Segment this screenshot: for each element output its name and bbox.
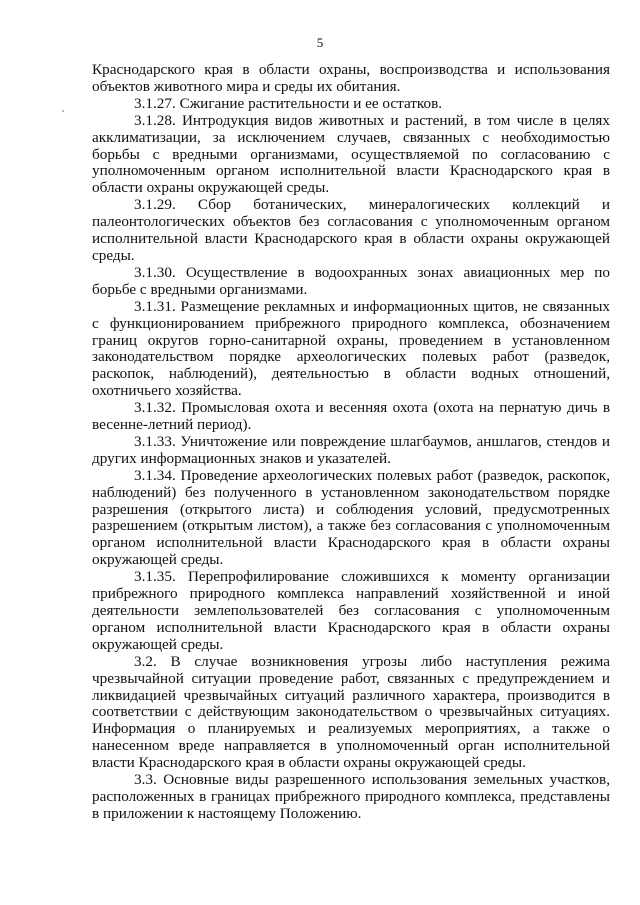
paragraph-3-3: 3.3. Основные виды разрешенного использования земельных участков, расположенных в границах прибрежного природного комплекса, представлены в приложении к настоящему Положению. <box>92 771 610 822</box>
body-text <box>92 62 610 823</box>
paragraph-3-1-30: 3.1.30. Осуществление в водоохранных зонах авиационных мер по борьбе с вредными организмами. <box>92 263 610 298</box>
paragraph-3-1-35: 3.1.35. Перепрофилирование сложившихся к моменту организации прибрежного природного комплекса направлений хозяйственной и иной деятельности землепользователей без согласования с уполномоченным органом исполнительной власти Краснодарского края в области охраны окружающей среды. <box>92 568 610 653</box>
paragraph-3-1-32: 3.1.32. Промысловая охота и весенняя охота (охота на пернатую дичь в весенне-летний период). <box>92 399 610 434</box>
page-number: 5 <box>316 35 324 50</box>
paragraph-3-2: 3.2. В случае возникновения угрозы либо наступления режима чрезвычайной ситуации проведение работ, связанных с предупреждением и ликвидацией чрезвычайных ситуаций различного характера, производится в соответствии с действующим законодательством о чрезвычайных ситуациях. Информация о планируемых и реализуемых мероприятиях, а также о нанесенном вреде направляется в уполномоченный орган исполнительной власти Краснодарского края в области охраны окружающей среды. <box>92 652 610 772</box>
paragraph-3-1-31: 3.1.31. Размещение рекламных и информационных щитов, не связанных с функционированием прибрежного природного комплекса, обозначением границ округов горно-санитарной охраны, проведением в установленном законодательством порядке археологических полевых работ (разведок, раскопок, наблюдений), деятельностью в области водных отношений, охотничьего хозяйства. <box>92 297 610 400</box>
paragraph-3-1-33: 3.1.33. Уничтожение или повреждение шлагбаумов, аншлагов, стендов и других информационных знаков и указателей. <box>92 432 610 467</box>
margin-mark <box>62 110 64 112</box>
paragraph-3-1-28: 3.1.28. Интродукция видов животных и растений, в том числе в целях акклиматизации, за исключением случаев, связанных с необходимостью борьбы с вредными организмами, осуществляемой по согласованию с уполномоченным органом исполнительной власти Краснодарского края в области охраны окружающей среды. <box>92 111 610 197</box>
paragraph-3-1-27: 3.1.27. Сжигание растительности и ее остатков. <box>134 94 443 112</box>
paragraph-3-1-29: 3.1.29. Сбор ботанических, минералогических коллекций и палеонтологических объектов без согласования с уполномоченным органом исполнительной власти Краснодарского края в области охраны окружающей среды. <box>92 196 610 264</box>
paragraph-continuation: Краснодарского края в области охраны, воспроизводства и использования объектов животного мира и среды их обитания. <box>92 61 610 95</box>
paragraph-3-1-34: 3.1.34. Проведение археологических полевых работ (разведок, раскопок, наблюдений) без полученного в установленном законодательством порядке разрешения (открытого листа) и соблюдения условий, предусмотренных разрешением (открытым листом), а также без согласования с уполномоченным органом исполнительной власти Краснодарского края в области охраны окружающей среды. <box>92 466 610 569</box>
